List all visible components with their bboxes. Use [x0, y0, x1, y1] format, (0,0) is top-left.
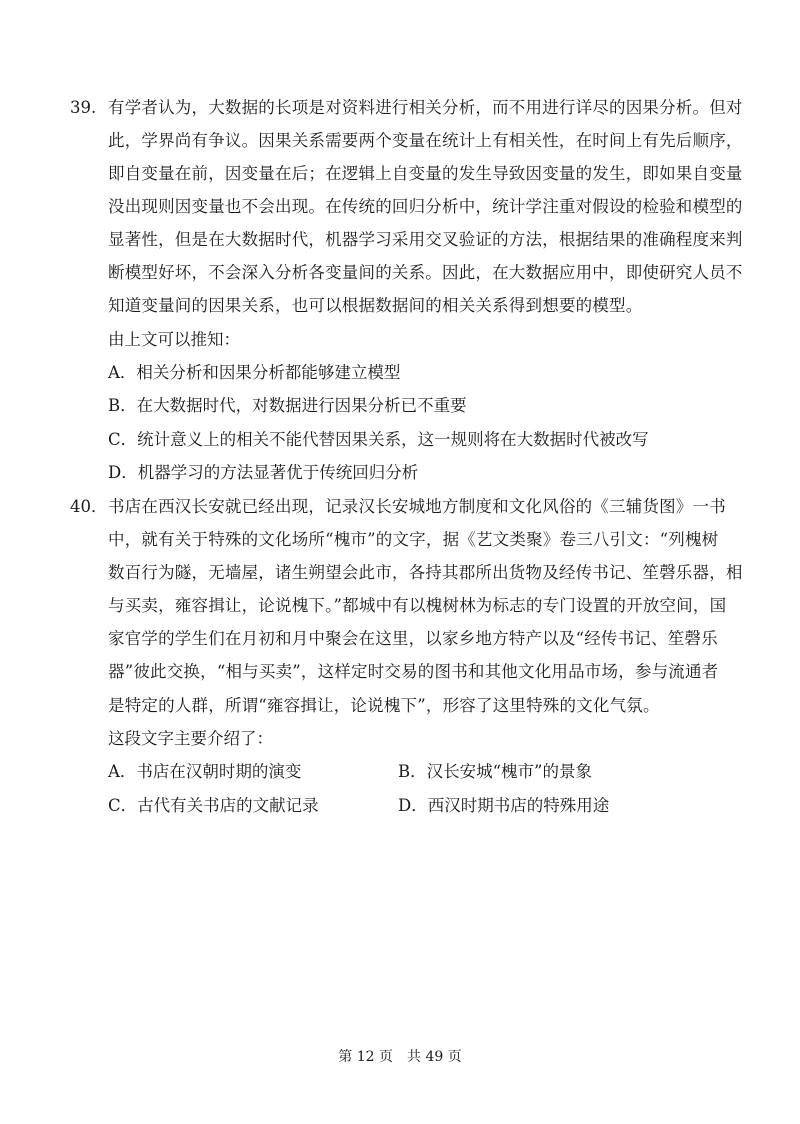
question-number: 40． [70, 497, 108, 516]
question-prompt: 这段文字主要介绍了： [108, 729, 273, 748]
option-d[interactable]: D．西汉时期书店的特殊用途 [398, 796, 610, 815]
option-b[interactable]: B．在大数据时代，对数据进行因果分析已不重要 [108, 396, 467, 415]
option-a[interactable]: A．相关分析和因果分析都能够建立模型 [108, 363, 401, 382]
option-d[interactable]: D．机器学习的方法显著优于传统回归分析 [108, 463, 419, 482]
question-text-line: 中，就有关于特殊的文化场所“槐市”的文字，据《艺文类聚》卷三八引文：“列槐树 [108, 530, 719, 549]
question-text-line: 与买卖，雍容揖让，论说槐下。”都城中有以槐树林为标志的专门设置的开放空间，国 [108, 596, 727, 615]
option-b[interactable]: B．汉长安城“槐市”的景象 [398, 762, 592, 781]
question-text-line: 数百行为隧，无墙屋，诸生朔望会此市，各持其郡所出货物及经传书记、笙磬乐器，相 [108, 563, 743, 582]
question-text-line: 知道变量间的因果关系，也可以根据数据间的相关关系得到想要的模型。 [108, 296, 643, 315]
question-text-line: 断模型好坏，不会深入分析各变量间的关系。因此，在大数据应用中，即使研究人员不 [108, 263, 743, 282]
question-text-line: 有学者认为，大数据的长项是对资料进行相关分析，而不用进行详尽的因果分析。但对 [108, 98, 743, 117]
question-text-line: 书店在西汉长安就已经出现，记录汉长安城地方制度和文化风俗的《三辅货图》一书 [108, 497, 726, 516]
question-number: 39. [70, 98, 97, 117]
question-text-line: 显著性，但是在大数据时代，机器学习采用交叉验证的方法，根据结果的准确程度来判 [108, 230, 743, 249]
option-c[interactable]: C．古代有关书店的文献记录 [108, 796, 319, 815]
page-number: 第 12 页 共 49 页 [338, 1049, 462, 1065]
option-c[interactable]: C．统计意义上的相关不能代替因果关系，这一规则将在大数据时代被改写 [108, 430, 649, 449]
question-prompt: 由上文可以推知： [108, 330, 240, 349]
question-text-line: 即自变量在前，因变量在后；在逻辑上自变量的发生导致因变量的发生，即如果自变量 [108, 164, 743, 183]
question-text-line: 没出现则因变量也不会出现。在传统的回归分析中，统计学注重对假设的检验和模型的 [108, 197, 743, 216]
option-a[interactable]: A．书店在汉朝时期的演变 [108, 762, 302, 781]
question-text-line: 家官学的学生们在月初和月中聚会在这里，以家乡地方特产以及“经传书记、笙磬乐 [108, 629, 718, 648]
question-text-line: 是特定的人群，所谓“雍容揖让，论说槐下”，形容了这里特殊的文化气氛。 [108, 696, 660, 715]
question-text-line: 此，学界尚有争议。因果关系需要两个变量在统计上有相关性，在时间上有先后顺序， [108, 131, 743, 150]
question-text-line: 器”彼此交换，“相与买卖”，这样定时交易的图书和其他文化用品市场，参与流通者 [108, 662, 719, 681]
